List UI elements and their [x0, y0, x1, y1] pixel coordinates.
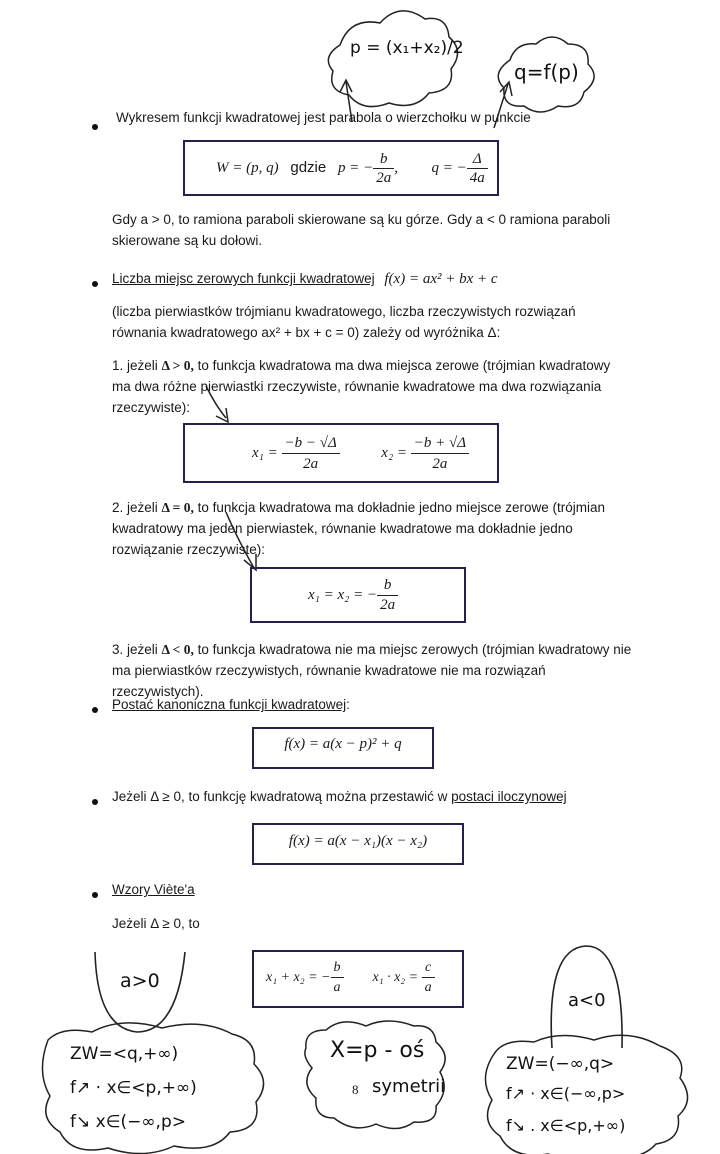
bullet-vertex: [92, 124, 98, 130]
case2-condition: Δ = 0,: [161, 500, 194, 515]
canonical-heading-row: Postać kanoniczna funkcji kwadratowej:: [112, 697, 350, 712]
canonical-formula: f(x) = a(x − p)² + q: [284, 736, 402, 752]
arms-text: Gdy a > 0, to ramiona paraboli skierowane są ku górze. Gdy a < 0 ramiona paraboli skierowane są ku dołowi.: [112, 212, 611, 248]
viete-heading: Wzory Viète'a: [112, 882, 195, 897]
note-left-inc: f↗ ⋅ x∈<p,+∞): [70, 1078, 197, 1098]
product-text-row: [112, 786, 567, 807]
label-gdzie: gdzie: [290, 159, 327, 176]
canonical-heading: Postać kanoniczna funkcji kwadratowej: [112, 697, 347, 712]
zeros-heading: Liczba miejsc zerowych funkcji kwadratowej: [112, 271, 375, 286]
note-axis: X=p - oś: [330, 1038, 425, 1063]
roots-two: [252, 430, 469, 476]
bullet-viete: [92, 892, 98, 898]
vertex-formula: W = (p, q) gdzie p = − $\frac{b}{2a}$ , q = − $\frac{\Delta}{4a}$: [216, 148, 488, 188]
viete-sum-fraction: $\frac{b}{a}$: [331, 958, 344, 997]
page-number: 8: [352, 1082, 359, 1097]
case2: 2. jeżeli Δ = 0, to funkcja kwadratowa ma dokładnie jedno miejsce zerowe (trójmian kwadratowy ma jeden pierwiastek, równanie kwadratowe ma dokładnie jedno rozwiązanie rzeczywiste):: [112, 500, 606, 557]
formula-w: W = (p, q): [216, 160, 279, 176]
bullet-zeros: [92, 281, 98, 287]
q-fraction: $\frac{\Delta}{4a}$: [467, 150, 488, 187]
product-text: Jeżeli Δ ≥ 0, to funkcję kwadratową można przestawić w: [112, 789, 448, 804]
note-symmetry: symetrii: [372, 1076, 446, 1097]
bullet-product: [92, 799, 98, 805]
viete-product-fraction: $\frac{c}{a}$: [422, 958, 435, 997]
note-p-formula: p = (x₁+x₂)/2: [350, 38, 464, 58]
x2-fraction: $\frac{-b + √\Delta}{2a}$: [411, 433, 469, 474]
case1: 1. jeżeli Δ > 0, to funkcja kwadratowa ma dwa miejsca zerowe (trójmian kwadratowy ma dwa różne pierwiastki rzeczywiste, równanie kwadratowe ma dwa rozwiązania rzeczywiste):: [112, 358, 611, 415]
note-right-zw: ZW=(−∞,q>: [506, 1054, 615, 1074]
x12-fraction: $\frac{b}{2a}$: [377, 576, 398, 615]
p-lhs: p = −: [337, 160, 374, 176]
viete-condition: Jeżeli Δ ≥ 0, to: [112, 916, 200, 931]
x1-lhs: x₁ =: [252, 445, 278, 461]
case3: 3. jeżeli Δ < 0, to funkcja kwadratowa nie ma miejsc zerowych (trójmian kwadratowy nie ma pierwiastków rzeczywistych, równanie kwadratowe nie ma rozwiązań rzeczywistych).: [112, 642, 632, 699]
zeros-heading-formula: f(x) = ax² + bx + c: [384, 271, 498, 287]
bullet-canonical: [92, 707, 98, 713]
x2-lhs: x₂ =: [381, 445, 408, 461]
case1-condition: Δ > 0,: [161, 358, 194, 373]
vertex-intro: Wykresem funkcji kwadratowej jest parabola o wierzchołku w punkcie: [116, 110, 531, 125]
p-fraction: $\frac{b}{2a}$: [373, 150, 394, 187]
double-root: x₁ = x₂ = − $\frac{b}{2a}$: [308, 574, 398, 616]
parabola-up-shape: [95, 952, 185, 1032]
note-a-negative: a<0: [568, 990, 606, 1011]
q-lhs: q = −: [431, 160, 467, 176]
viete-formulas: x₁ + x₂ = − $\frac{b}{a}$ x₁ · x₂ = $\frac{c}{a}$: [266, 956, 435, 1000]
note-left-zw: ZW=<q,+∞): [70, 1044, 179, 1064]
note-left-dec: f↘ x∈(−∞,p>: [70, 1112, 186, 1132]
case3-condition: Δ < 0,: [161, 642, 194, 657]
product-formula: f(x) = a(x − x₁)(x − x₂): [288, 833, 428, 849]
x1-fraction: $\frac{-b - √\Delta}{2a}$: [282, 433, 340, 474]
zeros-desc: (liczba pierwiastków trójmianu kwadratowego, liczba rzeczywistych rozwiązań równania kwadratowego ax² + bx + c = 0) zależy od wyróżnika Δ:: [112, 304, 576, 340]
zeros-heading-row: [112, 268, 498, 290]
note-right-inc: f↗ ⋅ x∈(−∞,p>: [506, 1084, 626, 1103]
note-right-dec: f↘ . x∈<p,+∞): [506, 1116, 626, 1135]
product-link: postaci iloczynowej: [451, 789, 567, 804]
note-a-positive: a>0: [120, 970, 160, 992]
note-q-formula: q=f(p): [514, 60, 579, 84]
